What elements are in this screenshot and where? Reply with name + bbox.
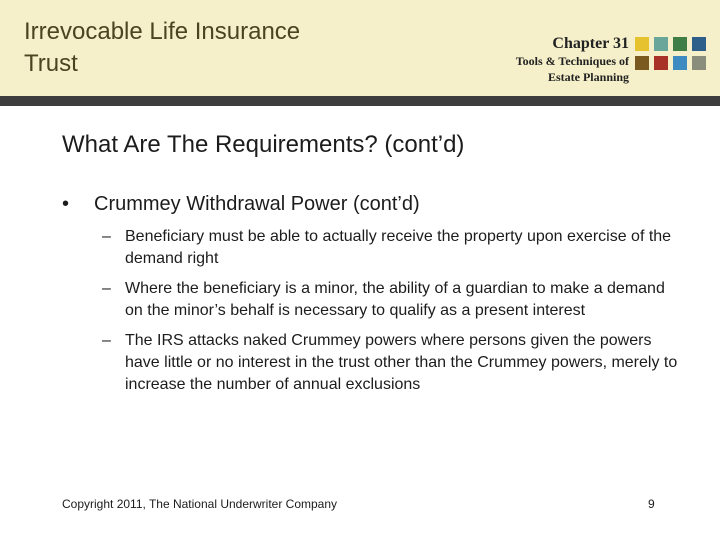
chapter-subtitle-line-2: Estate Planning — [547, 70, 629, 84]
swatch-1 — [635, 37, 649, 51]
swatch-5 — [635, 56, 649, 70]
sub-item — [62, 226, 682, 270]
bullet-item — [62, 192, 682, 216]
chapter-subtitle-line-1: Tools & Techniques of — [515, 54, 629, 68]
chapter-label: Chapter 31 — [552, 35, 629, 52]
swatch-4 — [692, 37, 706, 51]
sub-item-marker: – — [102, 228, 111, 245]
deck-title-line-2: Trust — [24, 50, 78, 77]
header-divider-bar — [0, 96, 720, 106]
sub-item-text: Where the beneficiary is a minor, the ability of a guardian to make a demand on the minor’s behalf is necessary to qualify as a present interest — [125, 280, 665, 319]
sub-item — [62, 330, 682, 396]
swatch-8 — [692, 56, 706, 70]
sub-item-text: The IRS attacks naked Crummey powers where persons given the powers have little or no interest in the trust other than the Crummey powers, merely to increase the number of annual exclusions — [125, 332, 678, 393]
swatch-3 — [673, 37, 687, 51]
page-number: 9 — [648, 497, 655, 511]
slide-header — [0, 0, 720, 96]
sub-item-marker: – — [102, 280, 111, 297]
swatch-7 — [673, 56, 687, 70]
sub-item — [62, 278, 682, 322]
deck-title-line-1: Irrevocable Life Insurance — [24, 18, 301, 45]
sub-item-text: Beneficiary must be able to actually receive the property upon exercise of the demand right — [125, 228, 672, 267]
sub-item-marker: – — [102, 332, 111, 349]
swatch-6 — [654, 56, 668, 70]
bullet-text: Crummey Withdrawal Power (cont’d) — [94, 193, 420, 215]
slide-heading: What Are The Requirements? (cont’d) — [62, 131, 465, 158]
deck-title — [24, 16, 384, 80]
swatch-2 — [654, 37, 668, 51]
footer-copyright: Copyright 2011, The National Underwriter Company — [62, 497, 338, 511]
bullet-marker: • — [62, 193, 70, 215]
chapter-block — [516, 35, 629, 85]
slide-body — [62, 192, 682, 404]
